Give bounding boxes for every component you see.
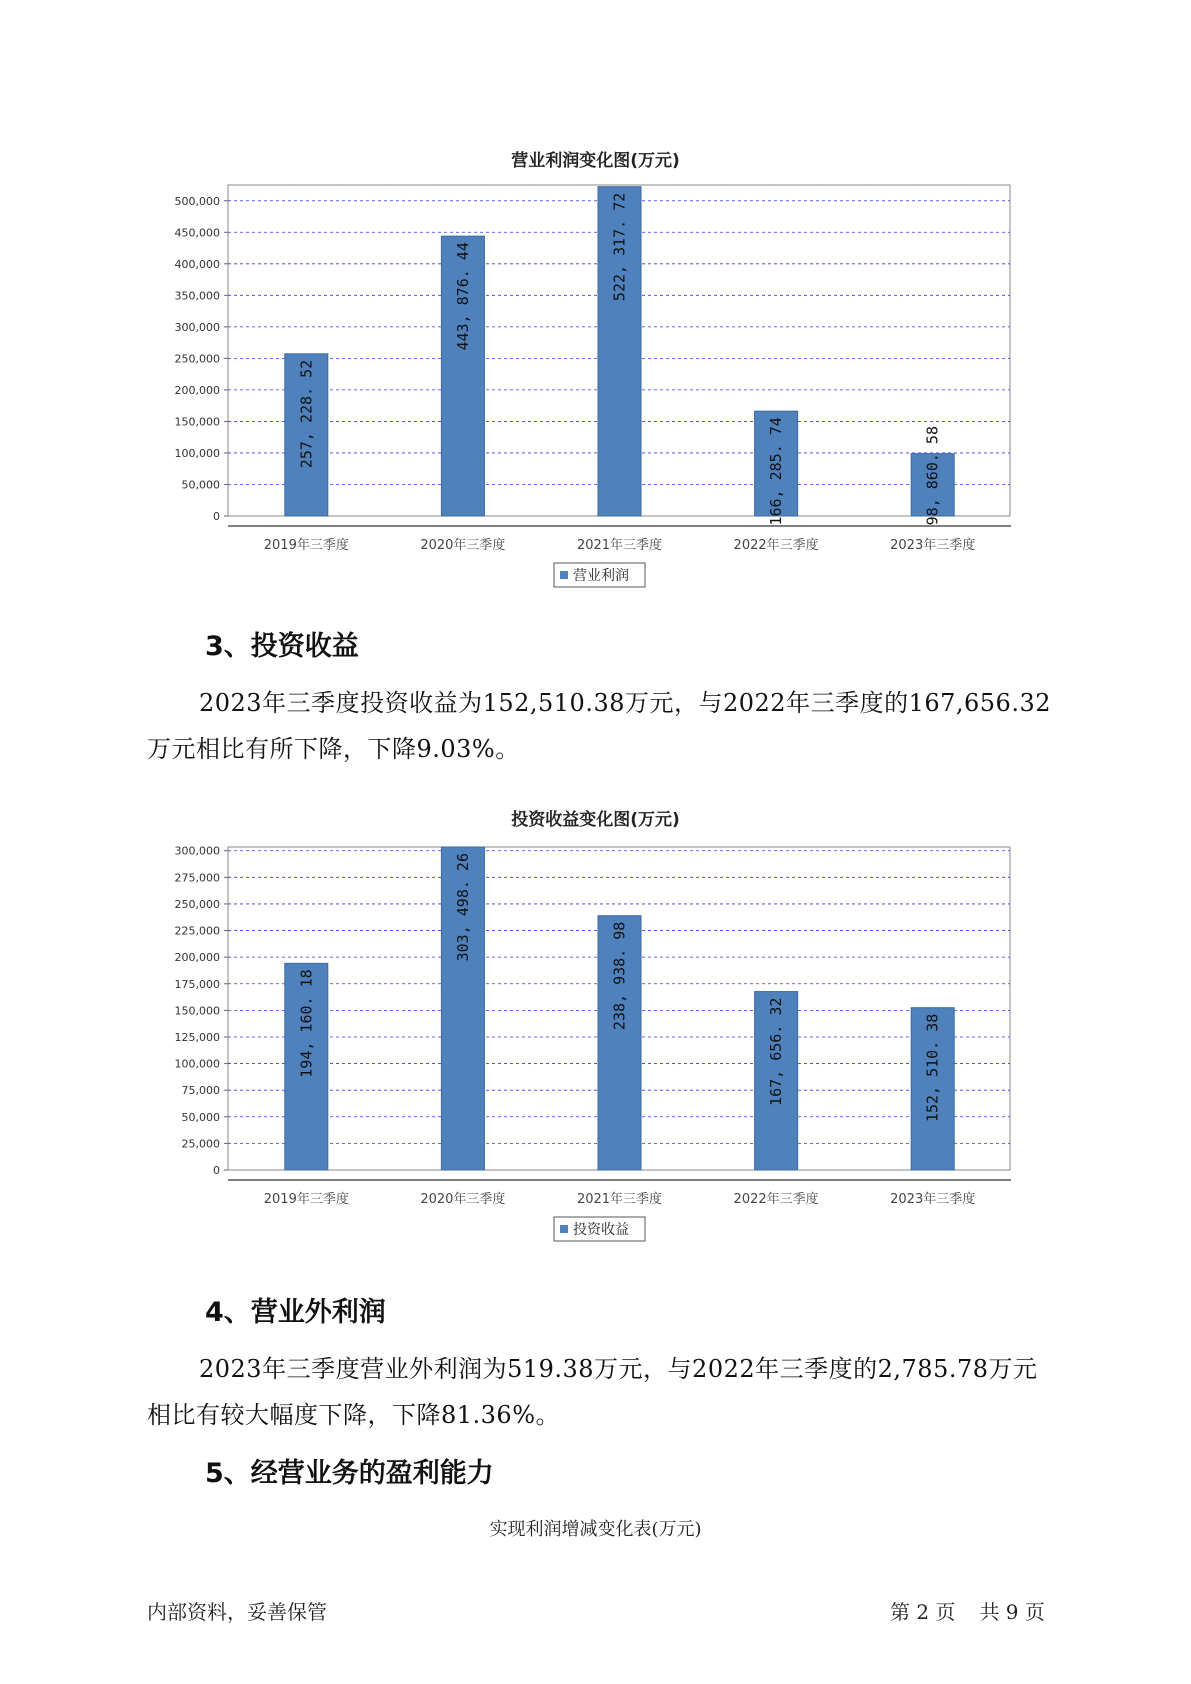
y-tick-label: 200,000 [174, 383, 220, 397]
value-label-2: 303, 498. 26 [453, 853, 472, 962]
x-tick-label: 2022年三季度 [733, 1192, 819, 1207]
x-tick-label: 2019年三季度 [263, 1192, 349, 1207]
operating-profit-chart [0, 160, 1191, 600]
chart-title-operating-profit: 营业利润变化图(万元) [511, 151, 680, 171]
legend-swatch [560, 571, 568, 579]
y-tick-label: 500,000 [174, 194, 220, 208]
y-tick-label: 125,000 [174, 1030, 220, 1044]
value-label-4: 167, 656. 32 [767, 997, 786, 1106]
y-tick-label: 150,000 [174, 1004, 220, 1018]
table-caption: 实现利润增减变化表(万元) [489, 1519, 702, 1540]
y-tick-label: 150,000 [174, 415, 220, 429]
value-label-3: 238, 938. 98 [610, 921, 629, 1031]
y-tick-label: 100,000 [174, 1057, 220, 1071]
y-tick-label: 200,000 [174, 951, 220, 965]
value-label-4: 166, 285. 74 [767, 417, 786, 526]
value-label-3: 522, 317. 72 [610, 192, 629, 302]
y-tick-label: 400,000 [174, 257, 220, 271]
value-label-5: 152, 510. 38 [923, 1013, 942, 1123]
value-label-5: 98, 860. 58 [923, 426, 942, 526]
y-tick-label: 0 [213, 1164, 220, 1177]
y-tick-label: 50,000 [181, 1110, 220, 1124]
footer-page-number [890, 1596, 1045, 1625]
x-tick-label: 2023年三季度 [890, 538, 976, 553]
x-tick-label: 2021年三季度 [576, 1192, 663, 1207]
x-tick-label: 2020年三季度 [420, 1192, 506, 1207]
footer-page-label: 第 2 页 [890, 1600, 956, 1624]
footer-confidential-note: 内部资料，妥善保管 [147, 1600, 327, 1624]
investment-income-chart [0, 818, 1191, 1248]
y-tick-label: 50,000 [181, 478, 220, 492]
paragraph-non-operating-profit: 2023年三季度营业外利润为519.38万元，与2022年三季度的2,785.78万元相比有较大幅度下降，下降81.36%。 [147, 1355, 1038, 1429]
y-tick-label: 75,000 [181, 1084, 220, 1098]
y-tick-label: 25,000 [181, 1137, 220, 1151]
x-tick-label: 2023年三季度 [890, 1192, 976, 1207]
x-tick-label: 2020年三季度 [420, 538, 506, 553]
y-tick-label: 275,000 [174, 871, 220, 885]
section-heading-profitability: 5、经营业务的盈利能力 [205, 1458, 494, 1489]
legend-label: 投资收益 [573, 1222, 629, 1238]
y-tick-label: 300,000 [174, 844, 220, 858]
y-tick-label: 450,000 [174, 226, 220, 240]
chart-title-investment-income: 投资收益变化图(万元) [511, 810, 680, 830]
y-tick-label: 300,000 [174, 320, 220, 334]
legend-label: 营业利润 [573, 568, 629, 584]
y-tick-label: 350,000 [174, 289, 220, 303]
legend-swatch [560, 1225, 568, 1233]
value-label-1: 194, 160. 18 [297, 969, 316, 1078]
paragraph-investment-income: 2023年三季度投资收益为152,510.38万元，与2022年三季度的167,656.32万元相比有所下降，下降9.03%。 [147, 689, 1051, 763]
section-heading-non-operating-profit: 4、营业外利润 [205, 1297, 386, 1328]
footer-total-label: 共 9 页 [979, 1600, 1045, 1624]
x-tick-label: 2021年三季度 [576, 538, 663, 553]
y-tick-label: 250,000 [174, 352, 220, 366]
value-label-1: 257, 228. 52 [297, 359, 316, 469]
y-tick-label: 0 [213, 510, 220, 523]
x-tick-label: 2022年三季度 [733, 538, 819, 553]
value-label-2: 443, 876. 44 [453, 242, 472, 351]
x-tick-label: 2019年三季度 [263, 538, 349, 553]
y-tick-label: 250,000 [174, 897, 220, 911]
y-tick-label: 175,000 [174, 977, 220, 991]
y-tick-label: 225,000 [174, 924, 220, 938]
section-heading-investment-income: 3、投资收益 [205, 631, 359, 662]
y-tick-label: 100,000 [174, 446, 220, 460]
